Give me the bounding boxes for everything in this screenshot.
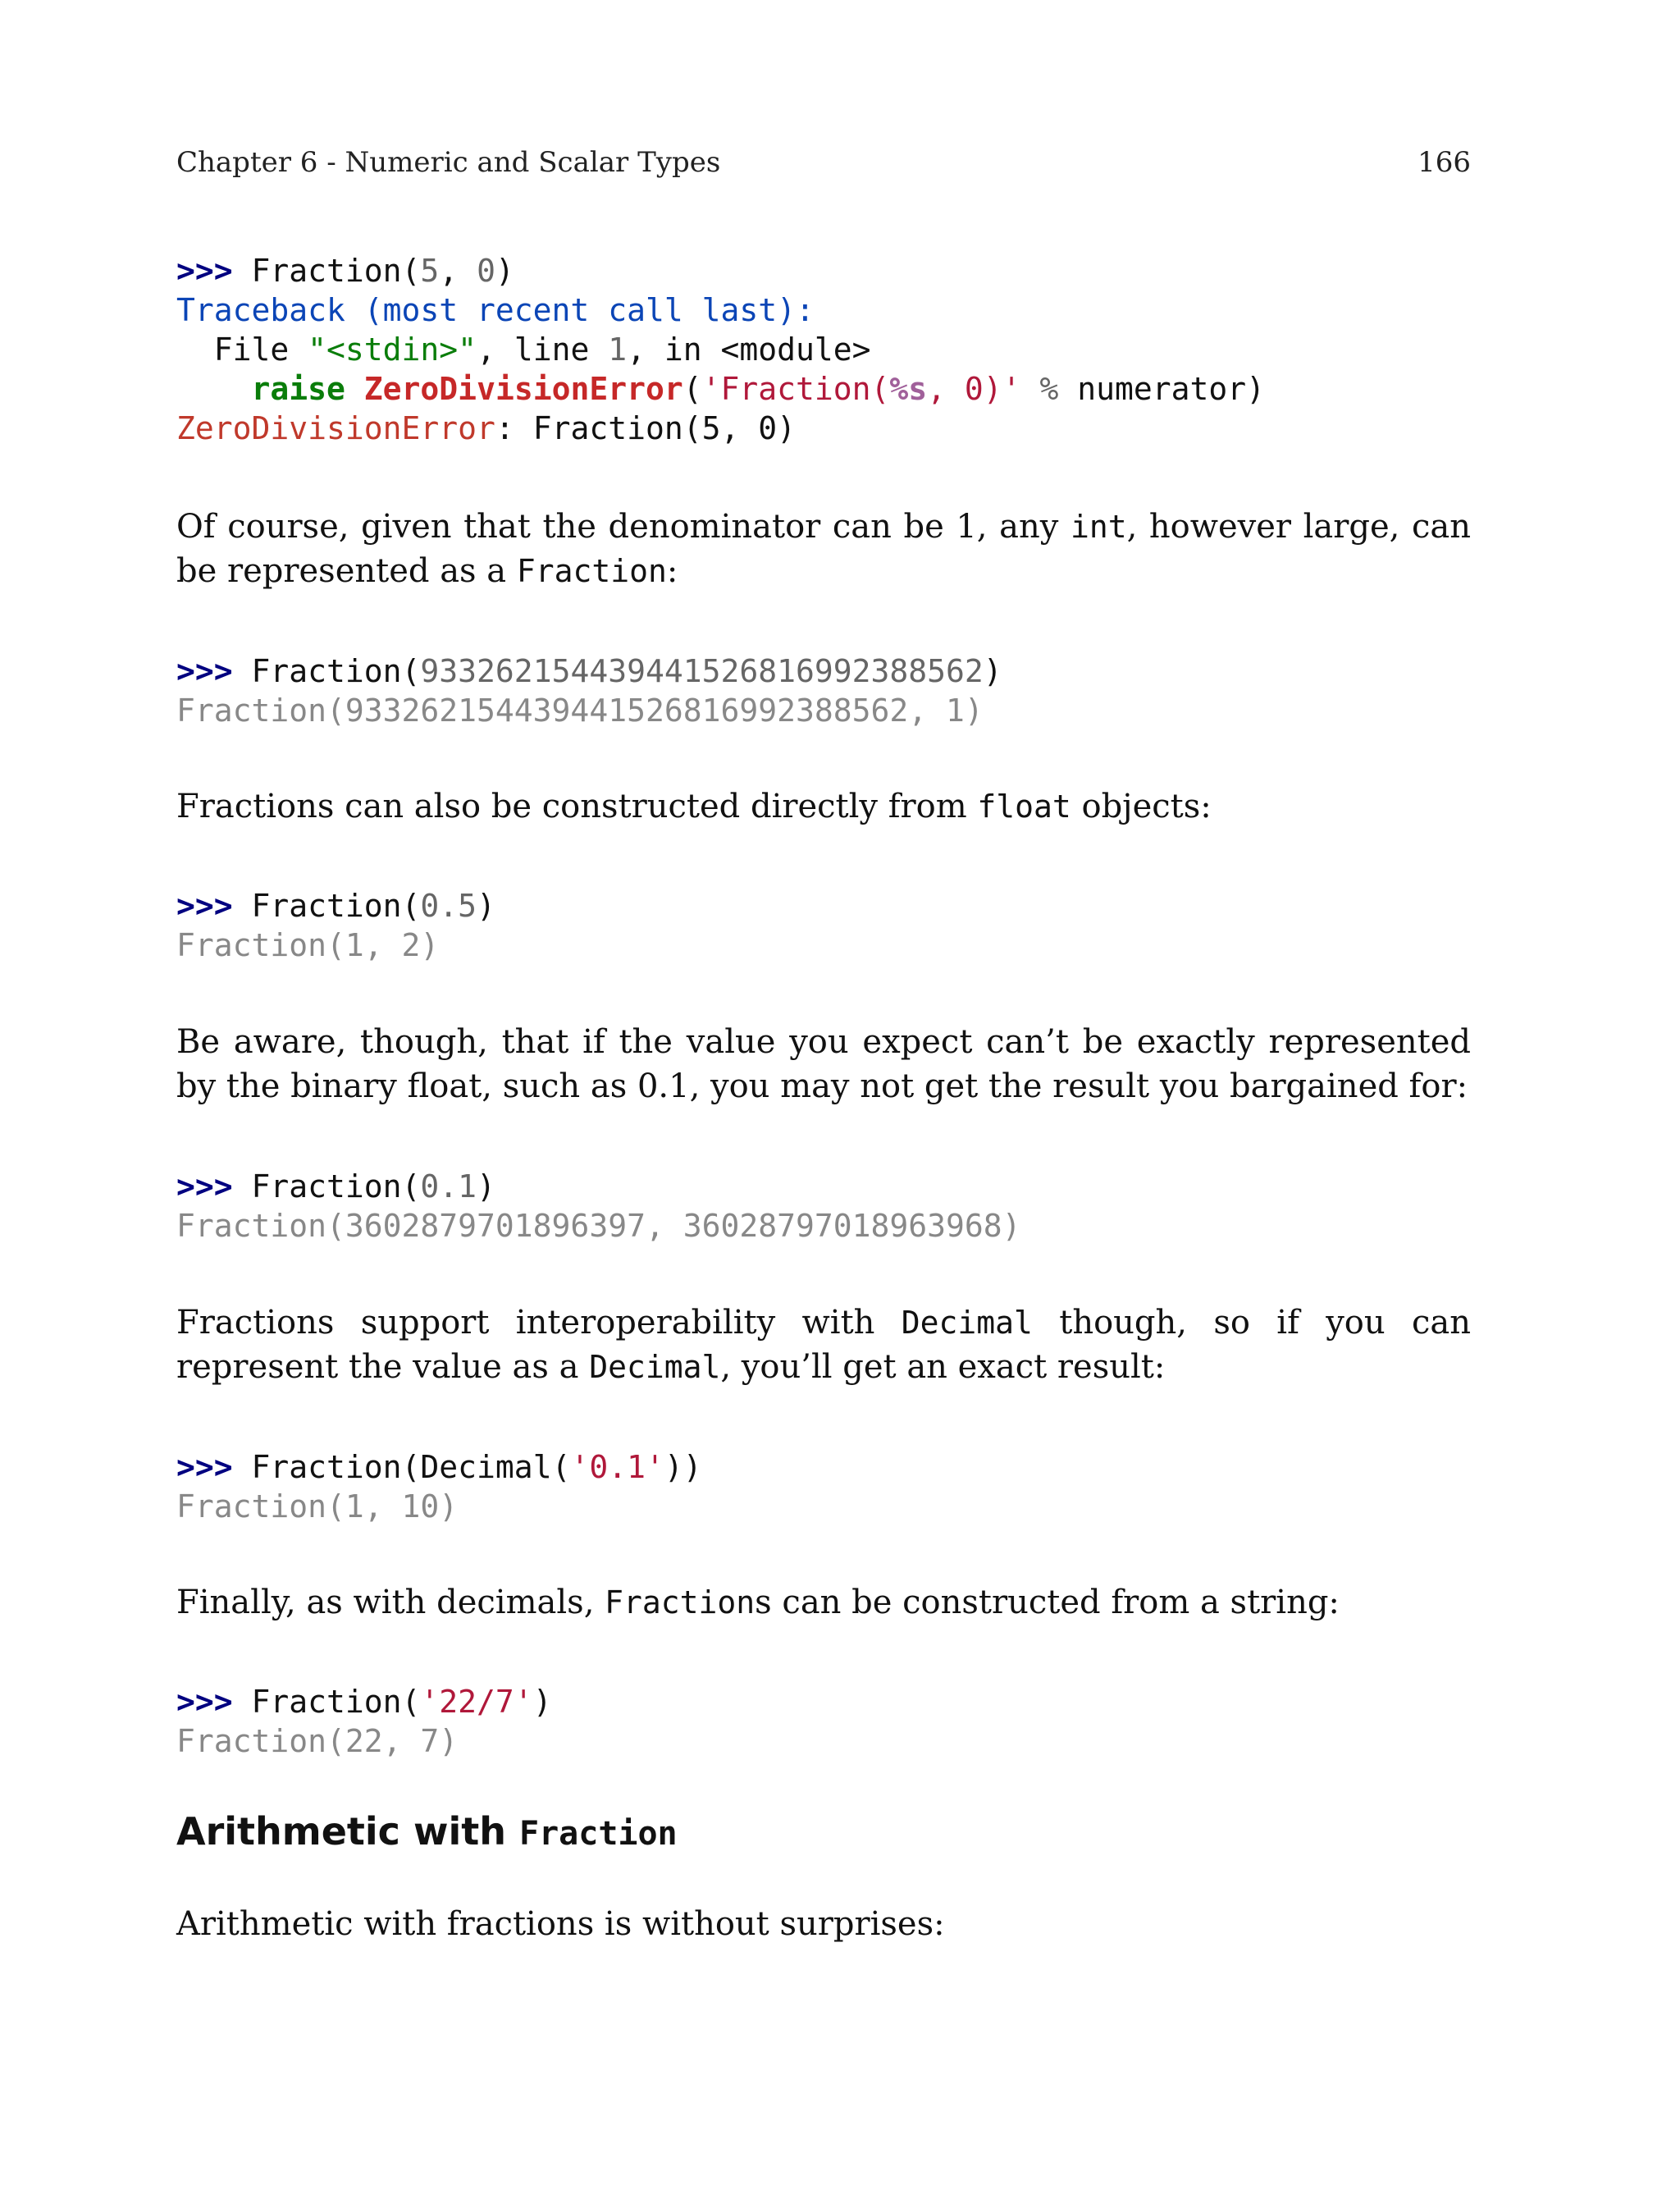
- code-token: (: [682, 371, 702, 407]
- paragraph: Arithmetic with fractions is without surprises:: [176, 1905, 945, 1943]
- text-run: Finally, as with decimals,: [176, 1584, 605, 1621]
- code-token: , in <module>: [627, 331, 871, 368]
- code-token: Fraction(1, 2): [176, 927, 440, 963]
- code-token: 1: [608, 331, 628, 368]
- text-run: objects:: [1071, 788, 1212, 825]
- text-run: Fractions can also be constructed directly from: [176, 788, 978, 825]
- repl-prompt: >>>: [176, 253, 233, 289]
- repl-prompt: >>>: [176, 653, 233, 689]
- code-token: Fraction(933262154439441526816992388562, 1): [176, 693, 984, 729]
- code-token: [345, 371, 364, 407]
- code-token: [176, 371, 252, 407]
- code-output: [176, 691, 1002, 730]
- chapter-title: Chapter 6 - Numeric and Scalar Types: [176, 146, 721, 179]
- code-token: 0.1: [420, 1168, 477, 1204]
- repl-prompt: >>>: [176, 1168, 233, 1204]
- code-token: Fraction(: [232, 1168, 421, 1204]
- code-token: Fraction(: [232, 1684, 421, 1720]
- code-token: ): [495, 253, 514, 289]
- code-line: [176, 409, 1265, 448]
- code-token: Fraction(: [232, 253, 421, 289]
- code-token: 933262154439441526816992388562: [420, 653, 984, 689]
- code-block-float-half: [176, 886, 495, 965]
- inline-code: Fraction: [605, 1584, 756, 1620]
- code-token: ,: [439, 253, 477, 289]
- code-token: Fraction(: [232, 888, 421, 924]
- code-line: [176, 886, 495, 926]
- code-token: )): [664, 1449, 702, 1485]
- code-block-large-int: [176, 651, 1002, 730]
- code-token: ZeroDivisionError: [176, 410, 495, 446]
- paragraph: [176, 1580, 1471, 1625]
- code-token: "<stdin>": [308, 331, 477, 368]
- code-token: %: [1020, 371, 1078, 407]
- code-line: [176, 369, 1265, 409]
- code-token: 0.5: [420, 888, 477, 924]
- code-line: [176, 330, 1265, 369]
- repl-prompt: >>>: [176, 1684, 233, 1720]
- heading-code: Fraction: [518, 1815, 678, 1853]
- text-run: , however large, can be represented as a: [176, 508, 1471, 590]
- repl-prompt: >>>: [176, 888, 233, 924]
- code-token: 5: [420, 253, 440, 289]
- code-token: ): [983, 653, 1002, 689]
- code-token: '22/7': [420, 1684, 533, 1720]
- paragraph: Be aware, though, that if the value you expect can’t be exactly represented by the binary float, such as 0.1, you may not get the result you bargained for:: [176, 1023, 1471, 1105]
- text-run: Fractions support interoperability with: [176, 1304, 902, 1342]
- inline-code: Decimal: [901, 1305, 1033, 1341]
- paragraph: [176, 505, 1471, 593]
- code-token: Fraction(3602879701896397, 36028797018963968): [176, 1208, 1021, 1244]
- section-heading: [176, 1809, 678, 1854]
- page-header: [176, 141, 1471, 187]
- text-run: , you’ll get an exact result:: [720, 1348, 1166, 1386]
- code-token: Fraction(22, 7): [176, 1723, 459, 1759]
- code-token: Fraction(1, 10): [176, 1488, 459, 1524]
- code-token: Fraction(Decimal(: [232, 1449, 571, 1485]
- code-token: , 0)': [927, 371, 1021, 407]
- code-line: [176, 1682, 552, 1721]
- code-token: Fraction(: [232, 653, 421, 689]
- code-block-traceback: [176, 251, 1265, 448]
- code-output: [176, 1721, 552, 1761]
- code-token: ): [477, 888, 495, 924]
- code-token: 0: [477, 253, 495, 289]
- paragraph: [176, 1300, 1471, 1389]
- paragraph: [176, 784, 1471, 829]
- code-output: [176, 1206, 1021, 1246]
- code-token: 'Fraction(: [701, 371, 890, 407]
- code-line: [176, 651, 1002, 691]
- code-block-float-tenth: [176, 1167, 1021, 1246]
- code-line: [176, 251, 1265, 290]
- inline-code: float: [977, 789, 1071, 825]
- code-line: [176, 1447, 702, 1487]
- code-token: numerator): [1077, 371, 1265, 407]
- code-token: : Fraction(5, 0): [495, 410, 796, 446]
- code-token: ): [477, 1168, 495, 1204]
- code-block-decimal: [176, 1447, 702, 1526]
- code-output: [176, 926, 495, 965]
- inline-code: Decimal: [589, 1349, 721, 1385]
- code-token: %s: [889, 371, 928, 407]
- code-token: '0.1': [570, 1449, 664, 1485]
- code-token: ZeroDivisionError: [363, 371, 683, 407]
- code-token: File: [176, 331, 308, 368]
- text-run: Of course, given that the denominator can be 1, any: [176, 508, 1071, 546]
- heading-text: Arithmetic with: [176, 1809, 519, 1854]
- code-token: raise: [251, 371, 345, 407]
- inline-code: int: [1070, 509, 1127, 545]
- inline-code: Fraction: [516, 553, 667, 589]
- text-run: s can be constructed from a string:: [755, 1584, 1340, 1621]
- repl-prompt: >>>: [176, 1449, 233, 1485]
- code-line: [176, 290, 1265, 330]
- text-run: :: [666, 552, 678, 590]
- code-line: [176, 1167, 1021, 1206]
- code-token: Traceback (most recent call last):: [176, 292, 815, 328]
- text-run: though, so if you can represent the value as a: [176, 1304, 1471, 1386]
- page-number: 166: [1418, 146, 1471, 179]
- code-token: , line: [477, 331, 609, 368]
- code-block-string: [176, 1682, 552, 1761]
- code-token: ): [532, 1684, 552, 1720]
- code-output: [176, 1487, 702, 1526]
